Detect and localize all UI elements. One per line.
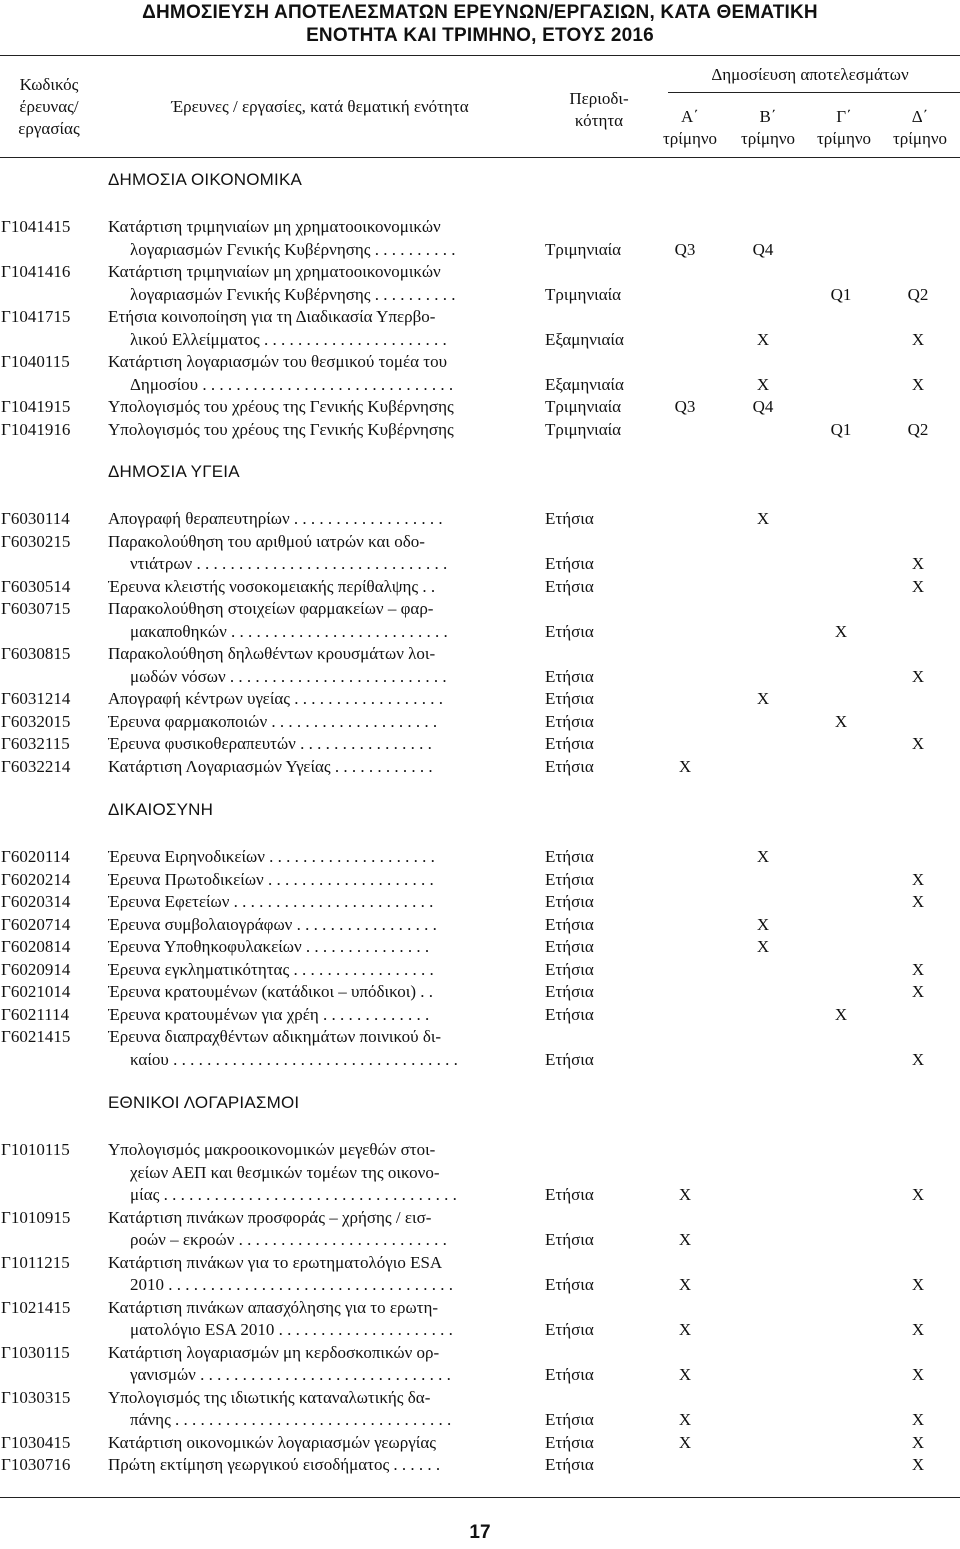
row-description-line: Έρευνα εγκληματικότητας . . . . . . . . . . . . . . . . . bbox=[108, 959, 434, 979]
quarter-mark: X bbox=[834, 621, 848, 641]
header-top-rule bbox=[0, 55, 960, 56]
row-periodicity: Ετήσια bbox=[545, 1365, 594, 1384]
row-code: Γ1041915 bbox=[1, 397, 71, 416]
row-description-line: ροών – εκροών . . . . . . . . . . . . . . . . . . . . . . . . . bbox=[130, 1230, 447, 1249]
quarter-mark: X bbox=[756, 914, 770, 934]
quarter-mark: X bbox=[756, 689, 770, 708]
row-description-line: Έρευνα κρατουμένων (κατάδικοι – υπόδικοι) . . bbox=[108, 982, 434, 1001]
row-periodicity: Τριμηνιαία bbox=[545, 397, 622, 416]
row-periodicity: Ετήσια bbox=[545, 1049, 594, 1069]
row-code: Γ1010915 bbox=[1, 1207, 71, 1227]
row-code: Γ1030115 bbox=[1, 1342, 70, 1362]
row-periodicity: Ετήσια bbox=[545, 914, 594, 934]
row-description-line: Έρευνα Υποθηκοφυλακείων . . . . . . . . . . . . . . . bbox=[108, 937, 430, 956]
page-number: 17 bbox=[469, 1522, 491, 1543]
quarter-mark: X bbox=[911, 329, 925, 349]
row-description bbox=[108, 1207, 530, 1252]
row-code: Γ6020914 bbox=[1, 959, 71, 979]
row-code: Γ1030315 bbox=[1, 1387, 71, 1407]
quarter-mark: X bbox=[911, 1275, 925, 1294]
row-description-line: Παρακολούθηση του αριθμού ιατρών και οδο- bbox=[108, 531, 425, 551]
row-code: Γ6021415 bbox=[1, 1027, 71, 1046]
quarter-mark: X bbox=[911, 982, 925, 1001]
row-periodicity: Ετήσια bbox=[545, 1004, 594, 1024]
row-description-line: λικού Ελλείμματος . . . . . . . . . . . . . . . . . . . . . . bbox=[130, 329, 447, 349]
row-description bbox=[108, 598, 530, 643]
row-description bbox=[108, 531, 530, 576]
row-periodicity: Ετήσια bbox=[545, 711, 594, 731]
row-description-line: Κατάρτιση λογαριασμών του θεσμικού τομέα του bbox=[108, 352, 447, 371]
quarter-mark: Q2 bbox=[907, 284, 929, 304]
quarter-mark: X bbox=[911, 1049, 925, 1069]
row-description-line: μωδών νόσων . . . . . . . . . . . . . . . . . . . . . . . . . . bbox=[130, 666, 447, 686]
quarter-mark: X bbox=[911, 892, 925, 911]
row-description bbox=[108, 216, 530, 261]
row-description bbox=[108, 891, 530, 914]
quarter-mark: X bbox=[911, 576, 925, 596]
header-bottom-rule bbox=[0, 157, 960, 158]
row-description bbox=[108, 869, 530, 892]
header-publication: Δημοσίευση αποτελεσμάτων bbox=[711, 65, 909, 84]
quarter-mark: X bbox=[678, 1365, 692, 1384]
row-description-line: Έρευνα Πρωτοδικείων . . . . . . . . . . . . . . . . . . . . bbox=[108, 869, 434, 889]
quarter-mark: X bbox=[678, 1320, 692, 1339]
row-code: Γ6032214 bbox=[1, 756, 71, 776]
quarter-mark: X bbox=[756, 937, 770, 956]
quarter-mark: X bbox=[911, 734, 925, 753]
row-periodicity: Ετήσια bbox=[545, 666, 594, 686]
row-description-line: μακαποθηκών . . . . . . . . . . . . . . . . . . . . . . . . . . bbox=[130, 621, 448, 641]
quarter-mark: Q1 bbox=[830, 284, 852, 304]
row-code: Γ1021415 bbox=[1, 1297, 71, 1317]
row-description-line: Κατάρτιση τριμηνιαίων μη χρηματοοικονομικών bbox=[108, 262, 441, 281]
row-description-line: γανισμών . . . . . . . . . . . . . . . . . . . . . . . . . . . . . . bbox=[130, 1365, 451, 1384]
row-description bbox=[108, 1004, 530, 1027]
row-description-line: λογαριασμών Γενικής Κυβέρνησης . . . . . . . . . . bbox=[130, 239, 456, 259]
row-description-line: Δημοσίου . . . . . . . . . . . . . . . . . . . . . . . . . . . . . . bbox=[130, 374, 454, 394]
row-description bbox=[108, 1252, 530, 1297]
row-code: Γ6020214 bbox=[1, 869, 71, 889]
row-code: Γ6020114 bbox=[1, 847, 70, 866]
quarter-mark: X bbox=[911, 1365, 925, 1384]
row-periodicity: Ετήσια bbox=[545, 756, 594, 776]
row-description bbox=[108, 733, 530, 756]
header-quarter-d: Δ΄ τρίμηνο bbox=[892, 107, 948, 148]
row-description-line: Έρευνα Εφετείων . . . . . . . . . . . . . . . . . . . . . . . . bbox=[108, 892, 434, 911]
row-code: Γ6032115 bbox=[1, 734, 70, 753]
row-description-line: καίου . . . . . . . . . . . . . . . . . . . . . . . . . . . . . . . . . . bbox=[130, 1049, 458, 1069]
row-periodicity: Ετήσια bbox=[545, 937, 594, 956]
row-description-line: Έρευνα φαρμακοποιών . . . . . . . . . . . . . . . . . . . . bbox=[108, 711, 438, 731]
quarter-mark: X bbox=[756, 329, 770, 349]
row-periodicity: Ετήσια bbox=[545, 1230, 594, 1249]
row-periodicity: Ετήσια bbox=[545, 982, 594, 1001]
row-code: Γ6021014 bbox=[1, 982, 71, 1001]
row-description bbox=[108, 419, 530, 442]
header-quarter-c: Γ΄ τρίμηνο bbox=[816, 107, 872, 148]
row-description bbox=[108, 396, 530, 419]
row-description-line: Κατάρτιση τριμηνιαίων μη χρηματοοικονομικών bbox=[108, 217, 441, 236]
row-description-line: Υπολογισμός μακροοικονομικών μεγεθών στοι- bbox=[108, 1140, 436, 1159]
row-code: Γ1030716 bbox=[1, 1455, 71, 1474]
quarter-mark: X bbox=[911, 1185, 925, 1204]
row-periodicity: Τριμηνιαία bbox=[545, 284, 622, 304]
quarter-mark: X bbox=[911, 554, 925, 573]
quarter-mark: X bbox=[911, 1320, 925, 1339]
quarter-mark: Q4 bbox=[752, 239, 774, 259]
row-description bbox=[108, 1432, 530, 1455]
row-description bbox=[108, 959, 530, 982]
table-bottom-rule bbox=[0, 1497, 960, 1498]
row-description-line: Έρευνα κλειστής νοσοκομειακής περίθαλψης . . bbox=[108, 576, 436, 596]
row-description-line: Κατάρτιση πινάκων για το ερωτηματολόγιο ESA bbox=[108, 1252, 443, 1272]
row-periodicity: Ετήσια bbox=[545, 689, 594, 708]
row-description-line: Απογραφή θεραπευτηρίων . . . . . . . . . . . . . . . . . . bbox=[108, 509, 443, 528]
row-periodicity: Τριμηνιαία bbox=[545, 239, 622, 259]
row-description bbox=[108, 688, 530, 711]
quarter-mark: Q2 bbox=[907, 419, 929, 439]
quarter-mark: X bbox=[678, 1230, 692, 1249]
row-periodicity: Ετήσια bbox=[545, 847, 594, 866]
quarter-mark: X bbox=[911, 869, 925, 889]
quarter-mark: X bbox=[678, 1432, 692, 1452]
quarter-mark: X bbox=[911, 374, 925, 394]
row-description bbox=[108, 981, 530, 1004]
header-quarter-a: Α΄ τρίμηνο bbox=[662, 107, 718, 148]
row-description-line: Έρευνα κρατουμένων για χρέη . . . . . . . . . . . . . bbox=[108, 1004, 430, 1024]
header-sub-rule bbox=[668, 92, 960, 93]
row-periodicity: Ετήσια bbox=[545, 869, 594, 889]
quarter-mark: X bbox=[911, 1410, 925, 1429]
quarter-mark: X bbox=[678, 1410, 692, 1429]
row-description bbox=[108, 508, 530, 531]
row-periodicity: Ετήσια bbox=[545, 892, 594, 911]
row-code: Γ6020714 bbox=[1, 914, 71, 934]
row-code: Γ6030215 bbox=[1, 531, 71, 551]
header-quarter-b: Β΄ τρίμηνο bbox=[740, 107, 796, 148]
row-periodicity: Τριμηνιαία bbox=[545, 419, 622, 439]
row-code: Γ6021114 bbox=[1, 1004, 70, 1024]
row-description bbox=[108, 306, 530, 351]
quarter-mark: X bbox=[678, 1185, 692, 1204]
row-description-line: 2010 . . . . . . . . . . . . . . . . . . . . . . . . . . . . . . . . . . bbox=[130, 1275, 453, 1294]
row-description bbox=[108, 1454, 530, 1477]
header-description: Έρευνες / εργασίες, κατά θεματική ενότητα bbox=[171, 97, 469, 116]
quarter-mark: X bbox=[756, 509, 770, 528]
row-periodicity: Ετήσια bbox=[545, 1432, 594, 1452]
row-periodicity: Ετήσια bbox=[545, 621, 594, 641]
row-code: Γ6030715 bbox=[1, 599, 71, 618]
row-description-line: Απογραφή κέντρων υγείας . . . . . . . . . . . . . . . . . . bbox=[108, 689, 444, 708]
row-periodicity: Ετήσια bbox=[545, 1455, 594, 1474]
row-description-line: Κατάρτιση Λογαριασμών Υγείας . . . . . . . . . . . . bbox=[108, 756, 433, 776]
row-description bbox=[108, 846, 530, 869]
quarter-mark: X bbox=[911, 666, 925, 686]
row-code: Γ1010115 bbox=[1, 1140, 70, 1159]
row-description-line: Κατάρτιση πινάκων προσφοράς – χρήσης / εισ- bbox=[108, 1207, 432, 1227]
row-periodicity: Ετήσια bbox=[545, 554, 594, 573]
row-periodicity: Ετήσια bbox=[545, 1185, 594, 1204]
row-description bbox=[108, 936, 530, 959]
document-title-line2: ΕΝΟΤΗΤΑ ΚΑΙ ΤΡΙΜΗΝΟ, ΕΤΟΥΣ 2016 bbox=[306, 25, 654, 46]
quarter-mark: X bbox=[756, 847, 770, 866]
row-periodicity: Ετήσια bbox=[545, 509, 594, 528]
row-code: Γ6030514 bbox=[1, 576, 71, 596]
row-description-line: Ετήσια κοινοποίηση για τη Διαδικασία Υπερβο- bbox=[108, 307, 436, 326]
row-description bbox=[108, 576, 530, 599]
row-code: Γ6020314 bbox=[1, 892, 71, 911]
row-description bbox=[108, 1297, 530, 1342]
row-periodicity: Ετήσια bbox=[545, 576, 594, 596]
row-description bbox=[108, 351, 530, 396]
row-description-line: Έρευνα συμβολαιογράφων . . . . . . . . . . . . . . . . . bbox=[108, 914, 437, 934]
row-description-line: ματολόγιο ESA 2010 . . . . . . . . . . . . . . . . . . . . . bbox=[130, 1320, 453, 1339]
row-description bbox=[108, 756, 530, 779]
row-description-line: πάνης . . . . . . . . . . . . . . . . . . . . . . . . . . . . . . . . . bbox=[130, 1410, 452, 1429]
row-description-line: Έρευνα φυσικοθεραπευτών . . . . . . . . . . . . . . . . bbox=[108, 734, 432, 753]
row-code: Γ1041715 bbox=[1, 307, 71, 326]
quarter-mark: X bbox=[911, 959, 925, 979]
row-code: Γ6032015 bbox=[1, 711, 71, 731]
row-description bbox=[108, 711, 530, 734]
section-title: ΔΗΜΟΣΙΑ ΥΓΕΙΑ bbox=[108, 462, 240, 481]
row-description bbox=[108, 1387, 530, 1432]
row-periodicity: Εξαμηνιαία bbox=[545, 374, 624, 394]
row-description-line: Υπολογισμός του χρέους της Γενικής Κυβέρνησης bbox=[108, 397, 454, 416]
row-code: Γ6030114 bbox=[1, 509, 70, 528]
quarter-mark: Q3 bbox=[674, 397, 696, 416]
row-periodicity: Ετήσια bbox=[545, 1320, 594, 1339]
quarter-mark: X bbox=[911, 1432, 925, 1452]
header-periodicity: Περιοδι- κότητα bbox=[569, 89, 629, 130]
quarter-mark: Q4 bbox=[752, 397, 774, 416]
row-description-line: Παρακολούθηση στοιχείων φαρμακείων – φαρ- bbox=[108, 599, 434, 618]
row-code: Γ6030815 bbox=[1, 644, 71, 663]
header-code: Κωδικός έρευνας/ εργασίας bbox=[18, 75, 80, 138]
section-title: ΔΙΚΑΙΟΣΥΝΗ bbox=[108, 800, 214, 819]
row-description bbox=[108, 261, 530, 306]
row-periodicity: Ετήσια bbox=[545, 959, 594, 979]
row-code: Γ1040115 bbox=[1, 352, 70, 371]
row-periodicity: Ετήσια bbox=[545, 1275, 594, 1294]
row-description bbox=[108, 643, 530, 688]
row-description-line: Κατάρτιση οικονομικών λογαριασμών γεωργίας bbox=[108, 1432, 436, 1452]
row-description bbox=[108, 1342, 530, 1387]
row-code: Γ1011215 bbox=[1, 1252, 70, 1272]
row-description-line: λογαριασμών Γενικής Κυβέρνησης . . . . . . . . . . bbox=[130, 284, 456, 304]
row-code: Γ1030415 bbox=[1, 1432, 71, 1452]
row-description-line: Έρευνα διαπραχθέντων αδικημάτων ποινικού δι- bbox=[108, 1027, 442, 1046]
row-description-line: μίας . . . . . . . . . . . . . . . . . . . . . . . . . . . . . . . . . . . bbox=[130, 1185, 457, 1204]
quarter-mark: X bbox=[834, 711, 848, 731]
row-description-line: Πρώτη εκτίμηση γεωργικού εισοδήματος . . . . . . bbox=[108, 1455, 441, 1474]
row-code: Γ1041416 bbox=[1, 262, 71, 281]
row-description-line: Έρευνα Ειρηνοδικείων . . . . . . . . . . . . . . . . . . . . bbox=[108, 847, 435, 866]
quarter-mark: Q3 bbox=[674, 239, 696, 259]
row-periodicity: Εξαμηνιαία bbox=[545, 329, 624, 349]
row-periodicity: Ετήσια bbox=[545, 1410, 594, 1429]
row-description-line: Κατάρτιση λογαριασμών μη κερδοσκοπικών ορ- bbox=[108, 1342, 440, 1362]
quarter-mark: X bbox=[834, 1004, 848, 1024]
row-description bbox=[108, 1139, 530, 1207]
quarter-mark: Q1 bbox=[830, 419, 852, 439]
quarter-mark: X bbox=[678, 1275, 692, 1294]
row-description-line: Κατάρτιση πινάκων απασχόλησης για το ερωτη- bbox=[108, 1297, 439, 1317]
row-periodicity: Ετήσια bbox=[545, 734, 594, 753]
section-title: ΕΘΝΙΚΟΙ ΛΟΓΑΡΙΑΣΜΟΙ bbox=[108, 1093, 300, 1112]
row-description bbox=[108, 914, 530, 937]
row-description bbox=[108, 1026, 530, 1071]
section-title: ΔΗΜΟΣΙΑ ΟΙΚΟΝΟΜΙΚΑ bbox=[108, 170, 303, 189]
quarter-mark: X bbox=[911, 1455, 925, 1474]
row-description-line: ντιάτρων . . . . . . . . . . . . . . . . . . . . . . . . . . . . . . bbox=[130, 554, 448, 573]
document-title-line1: ΔΗΜΟΣΙΕΥΣΗ ΑΠΟΤΕΛΕΣΜΑΤΩΝ ΕΡΕΥΝΩΝ/ΕΡΓΑΣΙΩΝ, ΚΑΤΑ ΘΕΜΑΤΙΚΗ bbox=[142, 2, 818, 23]
row-code: Γ1041415 bbox=[1, 217, 71, 236]
row-description-line: Υπολογισμός του χρέους της Γενικής Κυβέρνησης bbox=[108, 419, 454, 439]
quarter-mark: X bbox=[678, 756, 692, 776]
quarter-mark: X bbox=[756, 374, 770, 394]
row-description-line: Παρακολούθηση δηλωθέντων κρουσμάτων λοι- bbox=[108, 644, 436, 663]
row-code: Γ6031214 bbox=[1, 689, 71, 708]
row-code: Γ6020814 bbox=[1, 937, 71, 956]
row-description-line: Υπολογισμός της ιδιωτικής καταναλωτικής δα- bbox=[108, 1387, 431, 1407]
row-description-line: χείων ΑΕΠ και θεσμικών τομέων της οικονο- bbox=[130, 1162, 440, 1182]
row-code: Γ1041916 bbox=[1, 419, 71, 439]
